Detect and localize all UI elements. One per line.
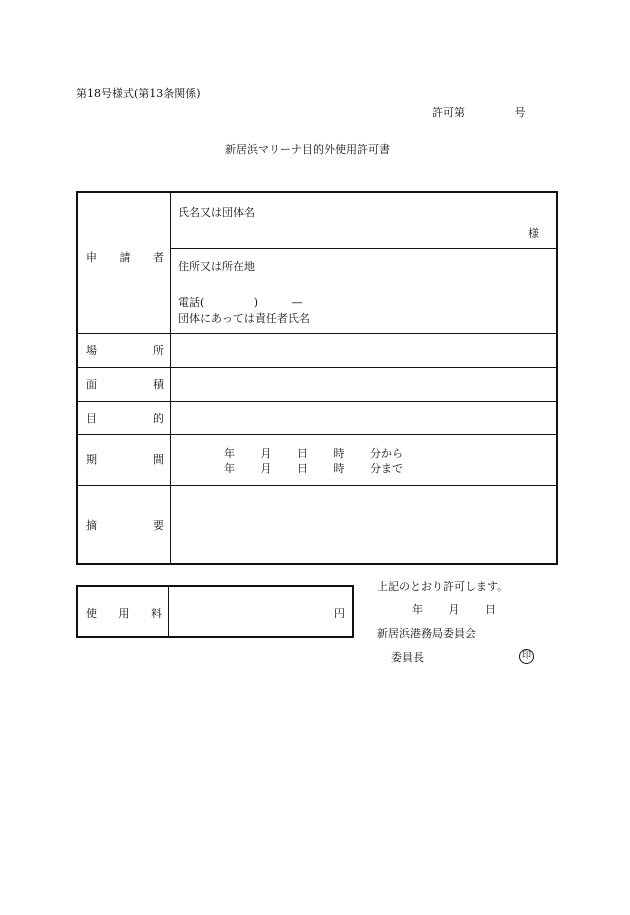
period-to-minute: 分まで: [370, 462, 403, 475]
usage-fee-label-char: 使: [86, 607, 97, 620]
place-label-char: 所: [153, 344, 164, 357]
fee-column-divider: [168, 587, 169, 636]
approval-day: 日: [485, 603, 496, 616]
representative-label: 団体にあっては責任者氏名: [178, 312, 310, 325]
period-from-hour: 時: [333, 447, 345, 460]
approval-year: 年: [412, 603, 423, 616]
address-label: 住所又は所在地: [178, 260, 255, 273]
remarks-label-char: 摘: [86, 519, 97, 532]
applicant-label-char: 者: [153, 251, 164, 264]
period-to-line: [224, 460, 403, 476]
row-divider: [78, 434, 556, 435]
period-to-year: 年: [224, 462, 235, 475]
honorific-sama: 様: [528, 227, 539, 240]
phone-label: 電話(: [178, 296, 205, 309]
period-from-year: 年: [224, 447, 235, 460]
phone-close-paren: ): [253, 296, 259, 309]
row-divider: [78, 401, 556, 402]
seal-icon: 印: [519, 649, 534, 664]
approval-date: [412, 601, 496, 617]
committee-chair: 委員長: [391, 651, 424, 664]
applicant-label: [78, 249, 170, 279]
area-label-char: 面: [86, 378, 97, 391]
period-from-day: 日: [297, 447, 308, 460]
usage-fee-label-char: 料: [151, 607, 162, 620]
period-to-hour: 時: [333, 462, 345, 475]
form-number: 第18号様式(第13条関係): [76, 87, 201, 100]
permit-number: [432, 104, 526, 120]
period-from-line: [224, 445, 403, 461]
applicant-label-char: 申: [86, 251, 97, 264]
approval-statement: 上記のとおり許可します。: [377, 580, 509, 593]
period-to-month: 月: [260, 462, 272, 475]
place-label-char: 場: [86, 344, 97, 357]
committee-name: 新居浜港務局委員会: [377, 627, 476, 640]
applicant-label-char: 請: [119, 251, 131, 264]
seal-mark: [519, 648, 534, 664]
row-divider: [78, 485, 556, 486]
phone-dash: —: [291, 296, 303, 309]
period-from-minute: 分から: [370, 447, 403, 460]
row-divider: [78, 367, 556, 368]
row-divider: [78, 333, 556, 334]
remarks-label-char: 要: [153, 519, 164, 532]
usage-fee-table: [76, 585, 354, 638]
purpose-label-char: 目: [86, 412, 97, 425]
permit-number-suffix: 号: [514, 106, 526, 119]
period-to-day: 日: [297, 462, 308, 475]
name-label: 氏名又は団体名: [178, 206, 255, 219]
area-label-char: 積: [153, 378, 164, 391]
phone-line: [178, 294, 303, 310]
divider-name-address: [170, 248, 556, 249]
period-label-char: 期: [86, 453, 97, 466]
purpose-label-char: 的: [153, 412, 164, 425]
permit-number-prefix: 許可第: [432, 106, 465, 119]
period-from-month: 月: [260, 447, 272, 460]
document-title: 新居浜マリーナ目的外使用許可書: [225, 143, 390, 156]
yen-unit: 円: [334, 607, 345, 620]
approval-month: 月: [448, 603, 460, 616]
permit-form-table: [76, 191, 558, 565]
usage-fee-label-char: 用: [118, 607, 130, 620]
period-label-char: 間: [153, 453, 164, 466]
